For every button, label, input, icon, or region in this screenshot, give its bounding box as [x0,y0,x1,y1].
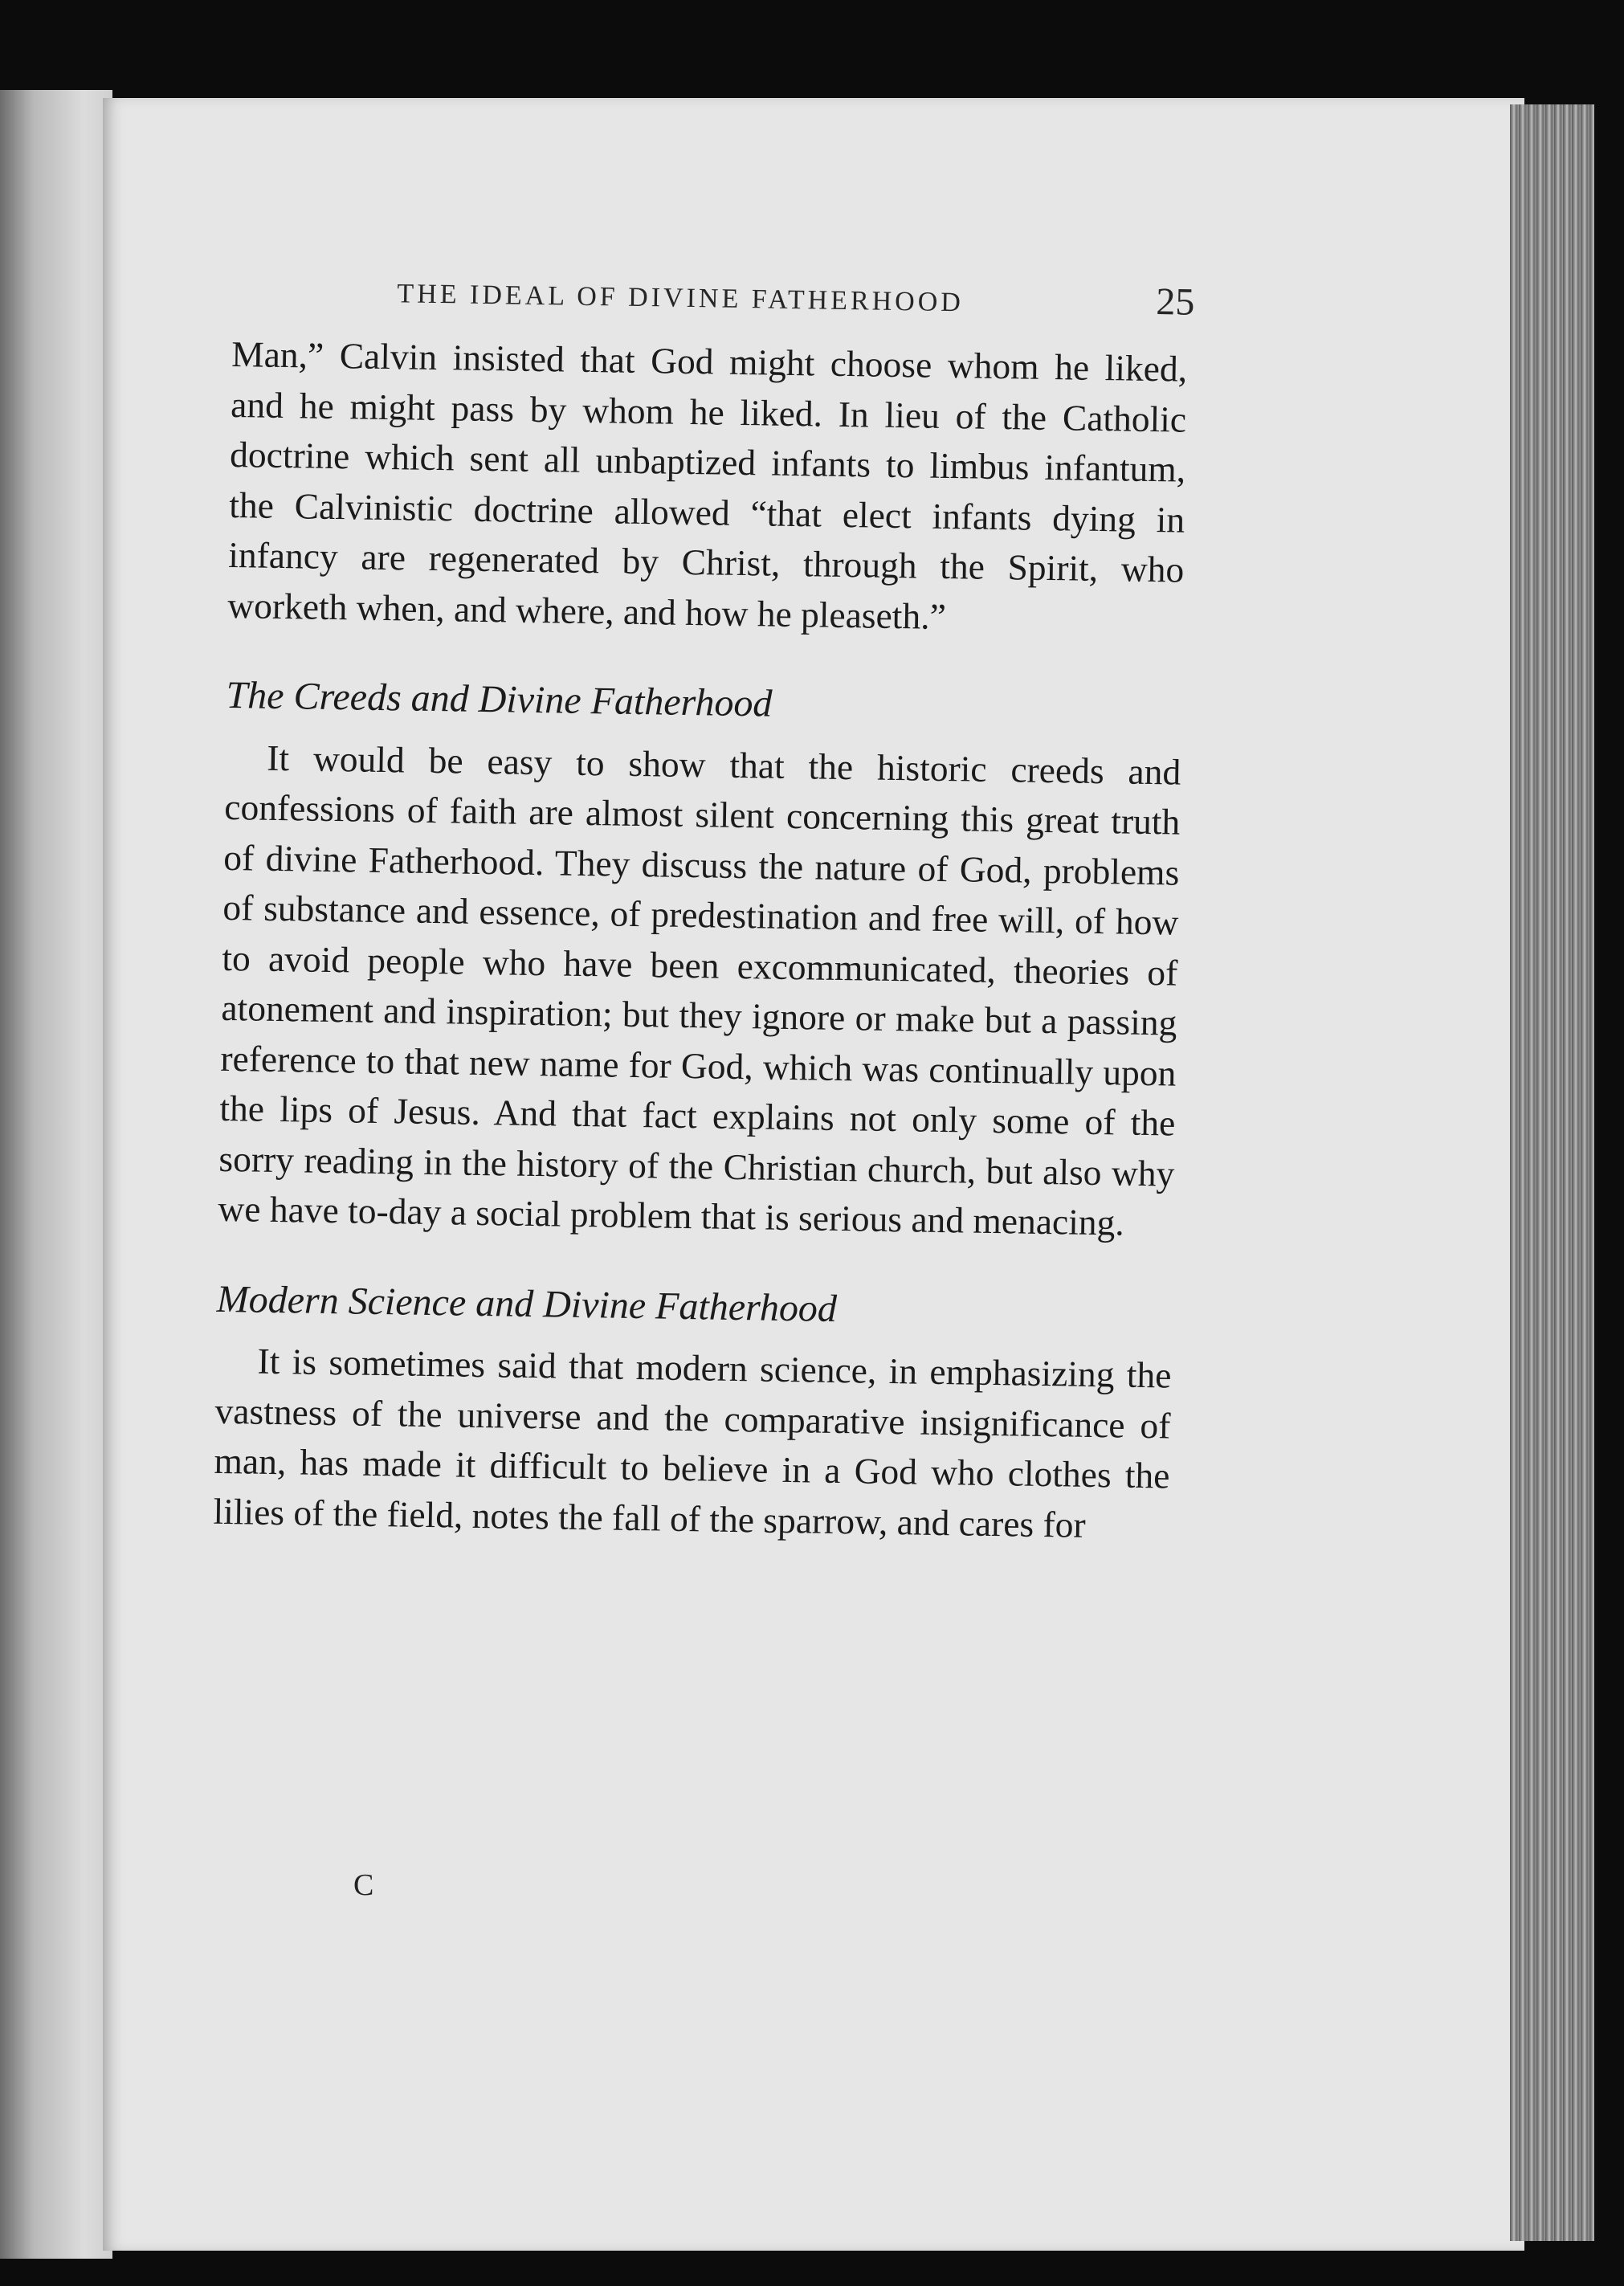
body-text [213,329,1187,1552]
section-heading-creeds: The Creeds and Divine Fatherhood [226,673,773,725]
facing-page-edge [0,90,112,2259]
paragraph-calvin: Man,” Calvin insisted that God might choose whom he liked, and he might pass by whom he liked. In lieu of the Catholic doctrine which sent all unbaptized infants to limbus infantum, the Calvinistic doctrine allowed “that elect infants dying in infancy are regenerated by Christ, through the Spirit, who worketh when, and where, and how he pleaseth.” [226,333,1188,637]
paragraph-creeds: It would be easy to show that the historic creeds and confessions of faith are almost silent concerning this great truth of divine Fatherhood. They discuss the nature of God, problems of substance and essence, of predestination and free will, of how to avoid people who have been excommunicated, theories of atonement and inspiration; but they ignore or make but a passing reference to that new name for God, which was continually upon the lips of Jesus. And that fact explains not only some of the sorry reading in the history of the Christian church, but also why we have to-day a social problem that is serious and menacing. [218,737,1181,1243]
page-content [213,265,1195,1551]
page-number: 25 [1156,280,1195,324]
paragraph-science: It is sometimes said that modern science, in emphasizing the vastness of the universe and the comparative insignificance of man, has made it difficult to believe in a God who clothes the lilies of the field, notes the fall of the sparrow, and cares for [213,1340,1172,1545]
page-stack-edge [1510,104,1594,2241]
signature-mark: C [353,1868,374,1902]
running-head-title: THE IDEAL OF DIVINE FATHERHOOD [397,279,965,318]
section-heading-science: Modern Science and Divine Fatherhood [216,1277,838,1330]
